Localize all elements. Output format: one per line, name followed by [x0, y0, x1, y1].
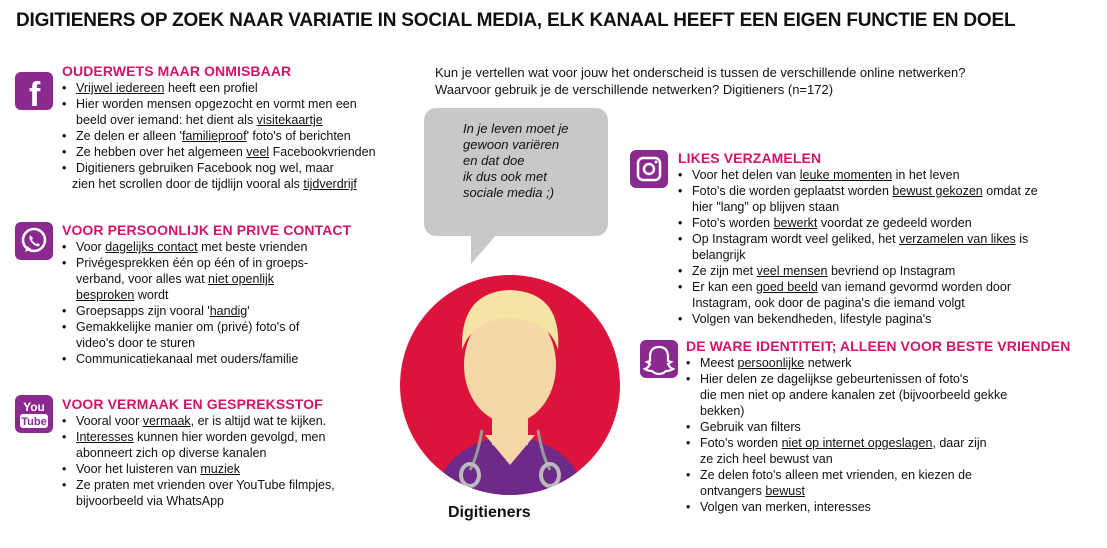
youtube-heading: VOOR VERMAAK EN GESPREKSSTOF — [62, 396, 323, 412]
list-item: • Voor dagelijks contact met beste vrienden — [62, 239, 402, 255]
question-line-1: Kun je vertellen wat voor jouw het onderscheid is tussen de verschillende online netwerken? — [435, 65, 966, 80]
question-line-2: Waarvoor gebruik je de verschillende netwerken? Digitieners (n=172) — [435, 82, 834, 97]
list-item: • Privégesprekken één op één of in groeps- verband, voor alles wat niet openlijk besproken wordt — [62, 255, 402, 303]
list-item: • Meest persoonlijke netwerk — [686, 355, 1096, 371]
instagram-list — [678, 167, 1098, 327]
facebook-heading: OUDERWETS MAAR ONMISBAAR — [62, 63, 292, 79]
instagram-heading: LIKES VERZAMELEN — [678, 150, 822, 166]
facebook-icon — [15, 72, 53, 110]
speech-bubble-text: In je leven moet je gewoon variëren en dat doe ik dus ook met sociale media ;) — [463, 121, 569, 200]
speech-bubble-tail — [471, 234, 497, 264]
list-item: • Foto's die worden geplaatst worden bewust gekozen omdat ze hier "lang" op blijven staan — [678, 183, 1098, 215]
list-item: • Ze zijn met veel mensen bevriend op Instagram — [678, 263, 1098, 279]
instagram-icon — [630, 150, 668, 188]
list-item: • Er kan een goed beeld van iemand gevormd worden door Instagram, ook door de pagina's die iemand volgt — [678, 279, 1098, 311]
page-title: DIGITIENERS OP ZOEK NAAR VARIATIE IN SOCIAL MEDIA, ELK KANAAL HEEFT EEN EIGEN FUNCTIE EN DOEL — [16, 10, 1016, 31]
whatsapp-list — [62, 239, 402, 367]
list-item: • Ze praten met vrienden over YouTube filmpjes, bijvoorbeeld via WhatsApp — [62, 477, 402, 509]
avatar — [400, 270, 620, 500]
list-item: • Vrijwel iedereen heeft een profiel — [62, 80, 422, 96]
whatsapp-heading: VOOR PERSOONLIJK EN PRIVE CONTACT — [62, 222, 352, 238]
snapchat-list — [686, 355, 1096, 515]
svg-text:f: f — [29, 76, 41, 110]
list-item: • Voor het luisteren van muziek — [62, 461, 402, 477]
svg-text:Tube: Tube — [21, 416, 47, 428]
list-item: • Digitieners gebruiken Facebook nog wel, maar zien het scrollen door de tijdlijn vooral als tijdverdrijf — [62, 160, 422, 192]
list-item: • Foto's worden niet op internet opgeslagen, daar zijn ze zich heel bewust van — [686, 435, 1096, 467]
list-item: • Groepsapps zijn vooral 'handig' — [62, 303, 402, 319]
whatsapp-icon — [15, 222, 53, 260]
list-item: • Interesses kunnen hier worden gevolgd, men abonneert zich op diverse kanalen — [62, 429, 402, 461]
list-item: • Gemakkelijke manier om (privé) foto's of video's door te sturen — [62, 319, 402, 351]
svg-text:You: You — [23, 400, 45, 414]
avatar-label: Digitieners — [448, 504, 531, 521]
list-item: • Ze hebben over het algemeen veel Facebookvrienden — [62, 144, 422, 160]
list-item: • Ze delen er alleen 'familieproof' foto's of berichten — [62, 128, 422, 144]
list-item: • Gebruik van filters — [686, 419, 1096, 435]
list-item: • Communicatiekanaal met ouders/familie — [62, 351, 402, 367]
list-item: • Vooral voor vermaak, er is altijd wat te kijken. — [62, 413, 402, 429]
facebook-list — [62, 80, 422, 192]
survey-question — [435, 64, 1075, 98]
list-item: • Volgen van merken, interesses — [686, 499, 1096, 515]
youtube-icon — [15, 395, 53, 433]
list-item: • Op Instagram wordt veel geliked, het verzamelen van likes is belangrijk — [678, 231, 1098, 263]
list-item: • Foto's worden bewerkt voordat ze gedeeld worden — [678, 215, 1098, 231]
list-item: • Voor het delen van leuke momenten in het leven — [678, 167, 1098, 183]
list-item: • Hier worden mensen opgezocht en vormt men een beeld over iemand: het dient als visitekaartje — [62, 96, 422, 128]
list-item: • Volgen van bekendheden, lifestyle pagina's — [678, 311, 1098, 327]
snapchat-icon — [640, 340, 678, 378]
list-item: • Ze delen foto's alleen met vrienden, en kiezen de ontvangers bewust — [686, 467, 1096, 499]
list-item: • Hier delen ze dagelijkse gebeurtenissen of foto's die men niet op andere kanalen zet (bijvoorbeeld gekke bekken) — [686, 371, 1096, 419]
snapchat-heading: DE WARE IDENTITEIT; ALLEEN VOOR BESTE VRIENDEN — [686, 338, 1071, 354]
youtube-list — [62, 413, 402, 509]
